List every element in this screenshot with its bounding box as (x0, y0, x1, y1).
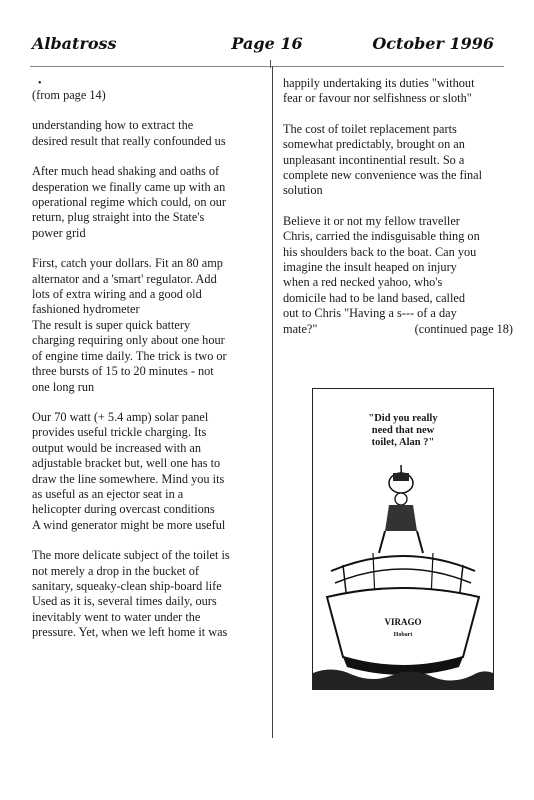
bullet-mark: • (38, 78, 42, 89)
continued-line (283, 322, 513, 337)
header-rule (30, 66, 504, 67)
paragraph: The cost of toilet replacement parts somewhat predictably, brought on an unpleasant incontinential result. So a complete new convenience was the final solution (283, 121, 483, 198)
man-head (395, 493, 407, 505)
cartoon-illustration (312, 388, 494, 690)
paragraph: First, catch your dollars. Fit an 80 amp alternator and a 'smart' regulator. Add lots of extra wiring and a good old fashioned hydrometer The result is super quick battery charging requiring only about one hour of engine time daily. The trick is two or three bursts of 15 to 20 minutes - not one long run (32, 256, 227, 394)
water (313, 669, 493, 689)
man-body (385, 505, 417, 531)
newsletter-name: Albatross (32, 34, 117, 53)
man-legs (379, 531, 423, 553)
boat-port: Hobart (393, 632, 413, 638)
final-paragraph (283, 214, 513, 337)
issue-date: October 1996 (372, 34, 494, 53)
paragraph: Our 70 watt (+ 5.4 amp) solar panel provides useful trickle charging. Its output would be increased with an adjustable bracket but, well one has to draw the line somewhere. Mind you its as useful as an ejector seat in a helicopter during overcast conditions A wind generator might be more useful (32, 409, 226, 532)
page-number: Page 16 (231, 34, 303, 53)
paragraph: The more delicate subject of the toilet is not merely a drop in the bucket of sanitary, squeaky-clean ship-board life Used as it is, several times daily, ours inevitably went to water under the pressure. Yet, when we left home it was (32, 548, 230, 640)
paragraph-text: Believe it or not my fellow traveller Chris, carried the indisguisable thing on his shoulders back to the boat. Can you imagine the insult heaped on injury when a red necked yahoo, who's domicile had to be land based, called out to Chris "Having a s--- of a day (283, 213, 480, 321)
paragraph: happily undertaking its duties "without fear or favour nor selfishness or sloth" (283, 76, 475, 106)
cartoon-caption: "Did you really need that new toilet, Alan ?" (368, 413, 438, 448)
column-divider (272, 66, 273, 738)
header-rule-tick (270, 60, 271, 68)
continued-note: (continued page 18) (414, 321, 513, 336)
paragraph: After much head shaking and oaths of desperation we finally came up with an operational regime which could, on our return, plug straight into the State's power grid (32, 164, 226, 240)
paragraph-end: mate?" (283, 321, 318, 336)
boat-name: VIRAGO (384, 617, 422, 627)
pulpit-rail (335, 569, 471, 583)
toilet-tank (393, 473, 409, 481)
boat-hull (327, 588, 479, 666)
continuation-note: (from page 14) (32, 88, 106, 102)
right-column (283, 76, 513, 337)
left-column (32, 80, 264, 656)
paragraph: understanding how to extract the desired result that really confounded us (32, 118, 226, 148)
boat-drawing (313, 461, 493, 689)
